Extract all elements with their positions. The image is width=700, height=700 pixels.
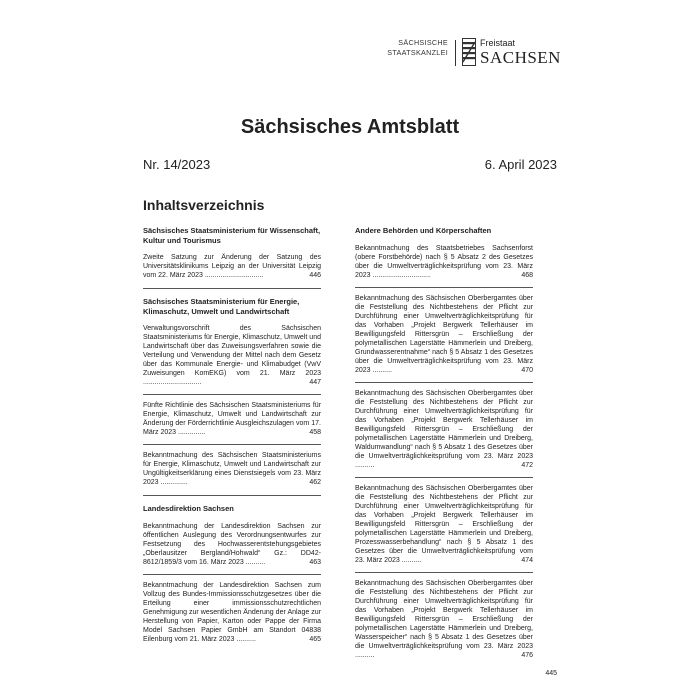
entry-divider [143, 574, 321, 575]
toc-entry-page: 458 [306, 428, 321, 437]
toc-entry-page: 465 [306, 635, 321, 644]
section-divider [143, 288, 321, 289]
toc-entry-text: Verwaltungsvorschrift des Sächsischen Staatsministeriums für Energie, Klimaschutz, Umwelt und Landwirtschaft über das Zuweisungsverfahren sowie die Verteilung und Verwendung der Mittel nach dem Gesetz über das Kommunale Energie- und Klimabudget (VwV Zuweisungen KomEKG) vom 21. März 2023 .............................. [143, 325, 321, 386]
toc-entry-page: 472 [518, 461, 533, 470]
section-heading: Andere Behörden und Körperschaften [355, 226, 492, 235]
entry-divider [355, 477, 533, 478]
section-heading: Sächsisches Staatsministerium für Wissenschaft, Kultur und Tourismus [143, 226, 321, 245]
entry-divider [355, 382, 533, 383]
entry-divider [143, 444, 321, 445]
logo-divider [455, 40, 456, 66]
toc-entry-text: Bekanntmachung des Sächsischen Oberbergamtes über die Feststellung des Nichtbestehens der Pflicht zur Durchführung einer Umweltverträglichkeitsprüfung für das Vorhaben „Projekt Bergwerk Tellerhäuser im Bewilligungsfeld Rittersgrün – Erschließung der polymetallischen Lagerstätte Hämmerlein und Dreiberg, Prozesswasserbehandlung“ nach § 5 Absatz 1 des Gesetzes über die Umweltverträglichkeitsprüfung vom 23. März 2023 .......... [355, 484, 533, 564]
section-heading: Sächsisches Staatsministerium für Energie, Klimaschutz, Umwelt und Landwirtschaft [143, 297, 300, 316]
toc-entry[interactable] [143, 451, 321, 487]
freistaat-sachsen-logo-text [480, 38, 561, 67]
toc-entry-text: Bekanntmachung des Sächsischen Staatsministeriums für Energie, Klimaschutz, Umwelt und Landwirtschaft zur Ungültigkeitserklärung eines Dienstsiegels vom 23. März 2023 .............. [143, 452, 321, 486]
section-heading: Landesdirektion Sachsen [143, 504, 234, 513]
logo-right-line-1: Freistaat [480, 38, 516, 48]
toc-entry[interactable] [355, 244, 533, 280]
toc-entry-page: 476 [518, 651, 533, 660]
entry-divider [355, 572, 533, 573]
issue-number: Nr. 14/2023 [143, 157, 211, 172]
toc-entry[interactable] [143, 581, 321, 644]
saxony-crest-icon [462, 38, 476, 66]
toc-entry-page: 463 [306, 558, 321, 567]
issue-date: 6. April 2023 [484, 157, 557, 172]
logo-right-line-2: SACHSEN [480, 48, 561, 67]
toc-entry[interactable] [143, 324, 321, 387]
toc-entry-page: 474 [518, 556, 533, 565]
toc-entry-text: Bekanntmachung der Landesdirektion Sachsen zum Vollzug des Bundes-Immissionsschutzgesetzes über die Erteilung einer immissionsschutzrechtlichen Genehmigung zur wesentlichen Änderung der Anlage zur Herstellung von Papier, Karton oder Pappe der Firma Model Sachsen Papier GmbH am Standort 04838 Eilenburg vom 21. März 2023 .......... [143, 581, 321, 643]
entry-divider [355, 287, 533, 288]
toc-entry[interactable] [355, 484, 533, 565]
logo-left-line-1: SÄCHSISCHE [398, 38, 448, 47]
toc-entry-page: 446 [306, 271, 321, 280]
toc-entry-text: Zweite Satzung zur Änderung der Satzung des Universitätsklinikums Leipzig an der Universität Leipzig vom 22. März 2023 .............................. [143, 254, 321, 279]
toc-entry-page: 468 [518, 271, 533, 280]
toc-entry[interactable] [143, 401, 321, 437]
toc-entry-text: Bekanntmachung des Sächsischen Oberbergamtes über die Feststellung des Nichtbestehens der Pflicht zur Durchführung einer Umweltverträglichkeitsprüfung für das Vorhaben „Projekt Bergwerk Tellerhäuser im Bewilligungsfeld Rittersgrün – Erschließung der polymetallischen Lagerstätte Hämmerlein und Dreiberg, Wasserspeicher“ nach § 5 Absatz 1 des Gesetzes über die Umweltverträglichkeitsprüfung vom 23. März 2023 .......... [355, 579, 533, 659]
toc-entry-page: 470 [518, 366, 533, 375]
toc-entry[interactable] [355, 389, 533, 470]
toc-entry-page: 447 [306, 378, 321, 387]
toc-entry[interactable] [143, 253, 321, 280]
toc-entry-text: Bekanntmachung der Landesdirektion Sachsen zur öffentlichen Auslegung des Verordnungsentwurfes zur Festsetzung des Hochwasserentstehungsgebietes „Oberlausitzer Bergland/Hohwald“ Gz.: DD42-8612/1859/3 vom 16. März 2023 .......... [143, 522, 321, 566]
page-number: 445 [545, 670, 557, 677]
toc-heading: Inhaltsverzeichnis [143, 197, 265, 213]
toc-entry-text: Bekanntmachung des Sächsischen Oberbergamtes über die Feststellung des Nichtbestehens der Pflicht zur Durchführung einer Umweltverträglichkeitsprüfung für das Vorhaben „Projekt Bergwerk Tellerhäuser im Bewilligungsfeld Rittersgrün – Erschließung der polymetallischen Lagerstätte Hämmerlein und Dreiberg, Grundwasserentnahme“ nach § 5 Absatz 1 des Gesetzes über die Umweltverträglichkeitsprüfung vom 23. März 2023 .......... [355, 294, 533, 374]
section-divider [143, 495, 321, 496]
toc-entry[interactable] [143, 522, 321, 567]
logo-left-line-2: STAATSKANZLEI [387, 48, 448, 57]
toc-entry[interactable] [355, 294, 533, 375]
toc-entry-text: Bekanntmachung des Sächsischen Oberbergamtes über die Feststellung des Nichtbestehens der Pflicht zur Durchführung einer Umweltverträglichkeitsprüfung für das Vorhaben „Projekt Bergwerk Tellerhäuser im Bewilligungsfeld Rittersgrün – Erschließung der polymetallischen Lagerstätte Hämmerlein und Dreiberg, Waldumwandlung“ nach § 5 Absatz 1 des Gesetzes über die Umweltverträglichkeitsprüfung vom 23. März 2023 .......... [355, 389, 533, 469]
entry-divider [143, 394, 321, 395]
toc-right-column [355, 226, 533, 660]
toc-entry-text: Bekanntmachung des Staatsbetriebes Sachsenforst (obere Forstbehörde) nach § 5 Absatz 2 des Gesetzes über die Umweltverträglichkeitsprüfung vom 23. März 2023 .............................. [355, 244, 533, 279]
toc-entry-text: Fünfte Richtlinie des Sächsischen Staatsministeriums für Energie, Klimaschutz, Umwelt und Landwirtschaft zur Änderung der Förderrichtlinie Ausgleichszulagen vom 17. März 2023 .............. [143, 402, 321, 436]
toc-left-column [143, 226, 321, 644]
toc-entry[interactable] [355, 579, 533, 660]
document-title: Sächsisches Amtsblatt [240, 116, 460, 138]
toc-entry-page: 462 [306, 478, 321, 487]
staatskanzlei-logo-text [386, 38, 448, 58]
